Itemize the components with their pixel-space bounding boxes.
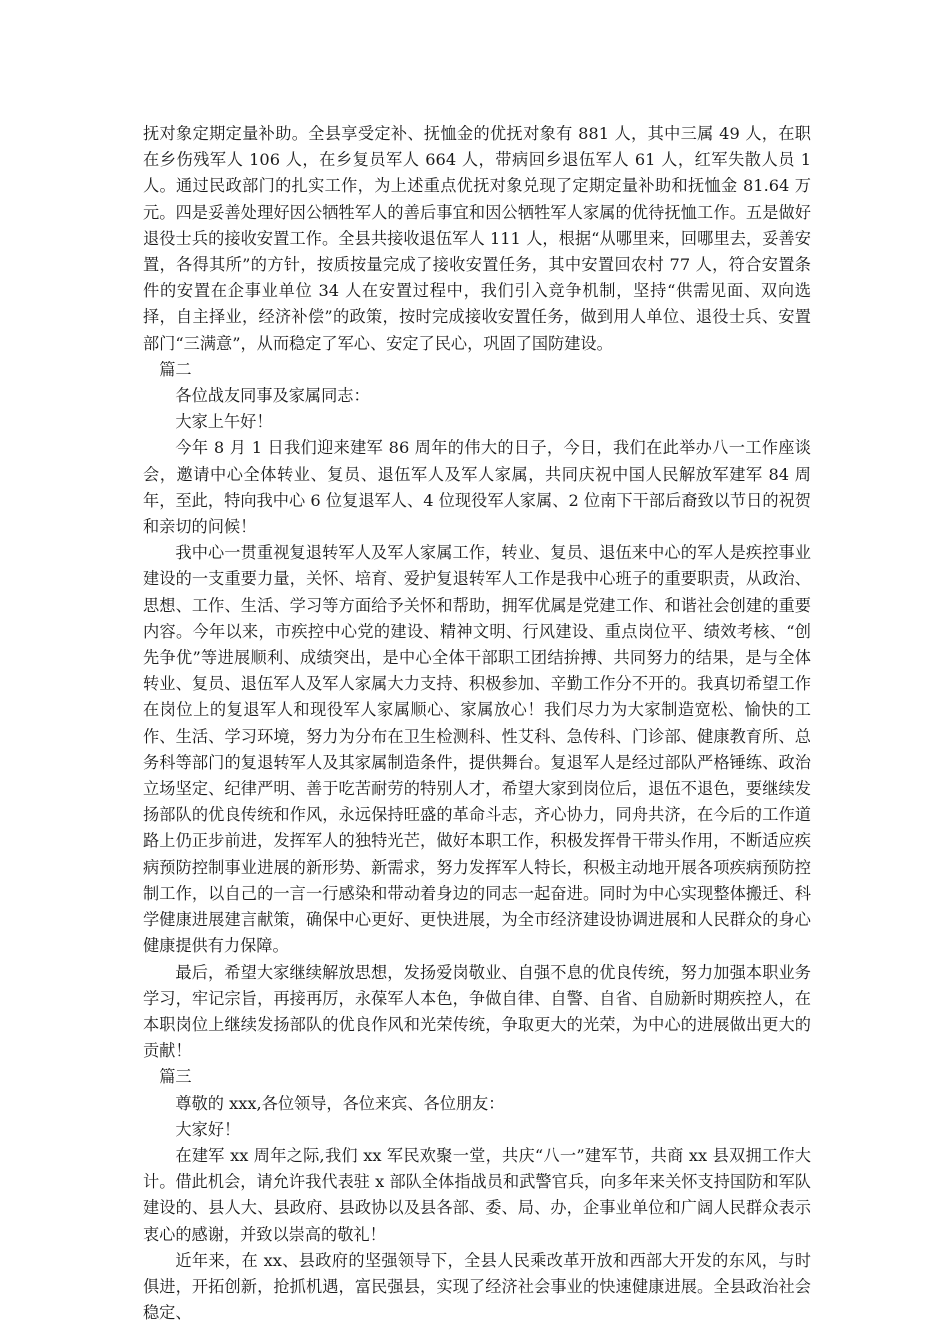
salutation: 尊敬的 xxx,各位领导，各位来宾、各位朋友： <box>175 1093 505 1113</box>
document-body <box>143 121 811 1326</box>
paragraph: 我中心一贯重视复退转军人及军人家属工作，转业、复员、退伍来中心的军人是疾控事业建设的一支重要力量，关怀、培育、爱护复退转军人工作是我中心班子的重要职责，从政治、思想、工作、生活、学习等方面给予关怀和帮助，拥军优属是党建工作、和谐社会创建的重要内容。今年以来，市疾控中心党的建设、精神文明、行风建设、重点岗位平、绩效考核、“创先争优”等进展顺利、成绩突出，是中心全体干部职工团结拚搏、共同努力的结果，是与全体转业、复员、退伍军人及军人家属大力支持、积极参加、辛勤工作分不开的。我真切希望工作在岗位上的复退军人和现役军人家属顺心、家属放心！我们尽力为大家制造宽松、愉快的工作、生活、学习环境，努力为分布在卫生检测科、性艾科、急传科、门诊部、健康教育所、总务科等部门的复退转军人及其家属制造条件，提供舞台。复退军人是经过部队严格锤练、政治立场坚定、纪律严明、善于吃苦耐劳的特别人才，希望大家到岗位后，退伍不退色，要继续发扬部队的优良传统和作风，永远保持旺盛的革命斗志，齐心协力，同舟共济，在今后的工作道路上仍正步前进，发挥军人的独特光芒，做好本职工作，积极发挥骨干带头作用，不断适应疾病预防控制事业进展的新形势、新需求，努力发挥军人特长，积极主动地开展各项疾病预防控制工作，以自己的一言一行感染和带动着身边的同志一起奋进。同时为中心实现整体搬迁、科学健康进展建言献策，确保中心更好、更快进展，为全市经济建设协调进展和人民群众的身心健康提供有力保障。 <box>143 543 811 956</box>
paragraph: 抚对象定期定量补助。全县享受定补、抚恤金的优抚对象有 881 人，其中三属 49 人，在职在乡伤残军人 106 人，在乡复员军人 664 人，带病回乡退伍军人 61 人，红军失散人员 1 人。通过民政部门的扎实工作，为上述重点优抚对象兑现了定期定量补助和抚恤金 81.64 万元。四是妥善处理好因公牺牲军人的善后事宜和因公牺牲军人家属的优待抚恤工作。五是做好退役士兵的接收安置工作。全县共接收退伍军人 111 人，根据“从哪里来，回哪里去，妥善安置，各得其所”的方针，按质按量完成了接收安置任务，其中安置回农村 77 人，符合安置条件的安置在企事业单位 34 人在安置过程中，我们引入竞争机制，坚持“供需见面、双向选择，自主择业，经济补偿”的政策，按时完成接收安置任务，做到用人单位、退役士兵、安置部门“三满意”，从而稳定了军心、安定了民心，巩固了国防建设。 <box>143 124 811 353</box>
salutation: 各位战友同事及家属同志： <box>175 386 370 406</box>
greeting: 大家上午好！ <box>175 412 273 432</box>
paragraph: 最后，希望大家继续解放思想，发扬爱岗敬业、自强不息的优良传统，努力加强本职业务学习，牢记宗旨，再接再厉，永葆军人本色，争做自律、自警、自省、自励新时期疾控人，在本职岗位上继续发扬部队的优良作风和光荣传统，争取更大的光荣，为中心的进展做出更大的贡献！ <box>143 962 811 1061</box>
paragraph: 在建军 xx 周年之际,我们 xx 军民欢聚一堂，共庆“八一”建军节，共商 xx 县双拥工作大计。借此机会，请允许我代表驻 x 部队全体指战员和武警官兵，向多年来关怀支持国防和军队建设的、县人大、县政府、县政协以及县各部、委、局、办，企事业单位和广阔人民群众表示衷心的感谢，并致以崇高的敬礼！ <box>143 1145 811 1244</box>
paragraph: 近年来，在 xx、县政府的坚强领导下，全县人民乘改革开放和西部大开发的东风，与时俱进，开拓创新，抢抓机遇，富民强县，实现了经济社会事业的快速健康进展。全县政治社会稳定、 <box>143 1250 811 1323</box>
section-heading: 篇二 <box>159 359 192 379</box>
paragraph: 今年 8 月 1 日我们迎来建军 86 周年的伟大的日子，今日，我们在此举办八一工作座谈会，邀请中心全体转业、复员、退伍军人及军人家属，共同庆祝中国人民解放军建军 84 周年，至此，特向我中心 6 位复退军人、4 位现役军人家属、2 位南下干部后裔致以节日的祝贺和亲切的问候！ <box>143 438 811 537</box>
section-heading: 篇三 <box>159 1067 192 1087</box>
greeting: 大家好！ <box>175 1119 241 1139</box>
